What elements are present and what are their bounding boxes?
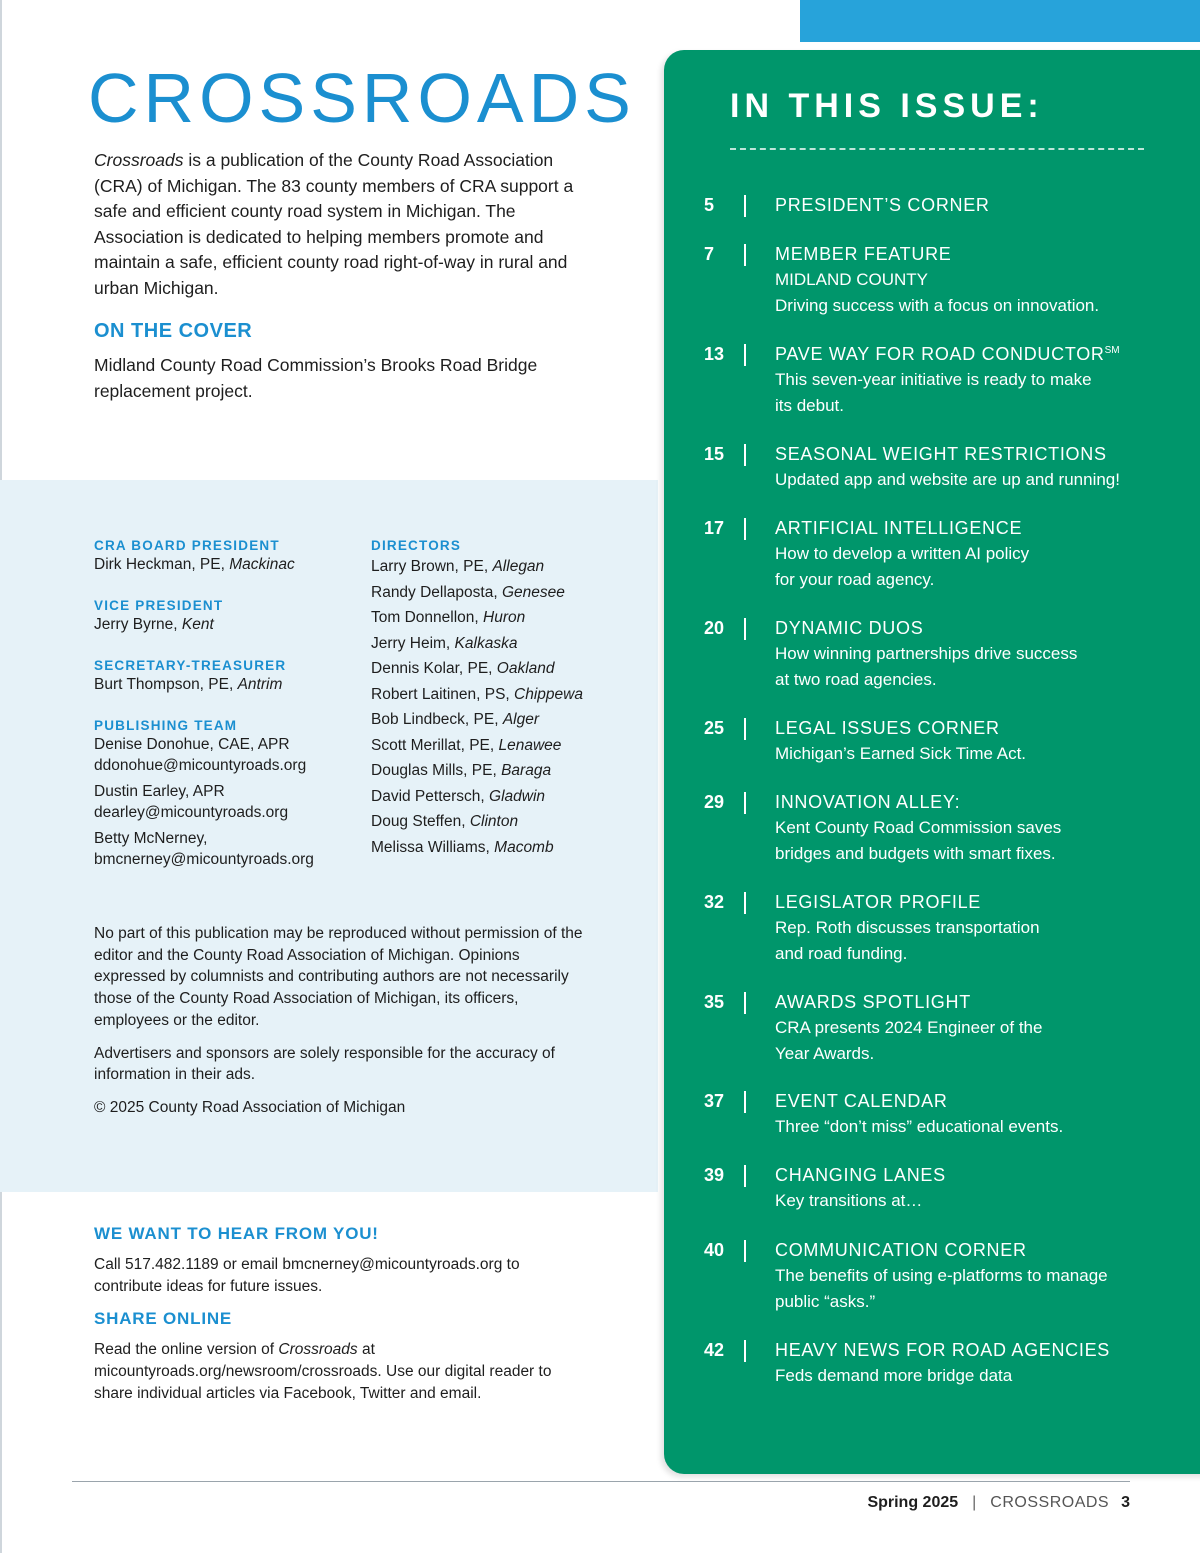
- toc-title: [775, 716, 1155, 741]
- toc-page-number: 15: [704, 444, 725, 464]
- toc-title-text: AWARDS SPOTLIGHT: [775, 992, 971, 1012]
- secretary-treasurer-label: SECRETARY-TREASURER: [94, 658, 287, 673]
- share-online-text: Read the online version of Crossroads at micountyroads.org/newsroom/crossroads. Use our digital reader to share individual articles via Facebook, Twitter and email.: [94, 1341, 552, 1402]
- footer-separator: |: [972, 1494, 977, 1511]
- intro-paragraph: [94, 148, 604, 301]
- toc-title: [775, 990, 1155, 1015]
- director-item: [371, 682, 661, 708]
- director-name: Dennis Kolar, PE,: [371, 660, 497, 677]
- toc-title-text: HEAVY NEWS FOR ROAD AGENCIES: [775, 1340, 1110, 1360]
- publishing-member-email[interactable]: dearley@micountyroads.org: [94, 804, 289, 821]
- toc-divider: [744, 892, 746, 914]
- toc-body: [775, 1163, 1155, 1214]
- directors-column: [371, 538, 661, 860]
- publishing-member-name: Denise Donohue, CAE, APR: [94, 736, 290, 753]
- footer-page-number: 3: [1121, 1494, 1130, 1511]
- director-name: David Pettersch,: [371, 787, 490, 805]
- toc-description: How winning partnerships drive success at two road agencies.: [775, 644, 1078, 689]
- page-footer: [867, 1493, 1130, 1513]
- director-name: Randy Dellaposta,: [371, 583, 502, 601]
- toc-body: [775, 890, 1155, 966]
- intro-pub-name: Crossroads: [94, 150, 184, 170]
- toc-title-text: MEMBER FEATURE: [775, 244, 952, 264]
- toc-page-number: 17: [704, 518, 725, 538]
- toc-description: Kent County Road Commission saves bridges and budgets with smart fixes.: [775, 818, 1062, 863]
- toc-title-text: INNOVATION ALLEY:: [775, 792, 961, 812]
- director-county: Huron: [483, 609, 526, 626]
- director-name: Larry Brown, PE,: [371, 558, 493, 575]
- toc-title-text: SEASONAL WEIGHT RESTRICTIONS: [775, 444, 1107, 464]
- board-column: [94, 538, 354, 870]
- toc-description: Michigan’s Earned Sick Time Act.: [775, 744, 1027, 763]
- toc-title: [775, 516, 1155, 541]
- director-county: Genesee: [501, 583, 565, 601]
- toc-description: How to develop a written AI policy for your road agency.: [775, 544, 1030, 589]
- toc-body: [775, 616, 1155, 692]
- toc-page-number: 13: [704, 344, 725, 364]
- director-name: Scott Merillat, PE,: [371, 736, 499, 754]
- director-name: Robert Laitinen, PS,: [371, 685, 515, 703]
- toc-description: The benefits of using e-platforms to manage public “asks.”: [775, 1266, 1108, 1311]
- director-county: Gladwin: [489, 787, 546, 805]
- director-county: Oakland: [496, 660, 555, 677]
- toc-description: MIDLAND COUNTY Driving success with a focus on innovation.: [775, 270, 1100, 315]
- top-accent-bar: [800, 0, 1200, 42]
- director-name: Doug Steffen,: [371, 813, 470, 830]
- toc-title: [775, 1163, 1155, 1188]
- publishing-team-label: PUBLISHING TEAM: [94, 718, 238, 733]
- director-name: Tom Donnellon,: [371, 609, 484, 626]
- toc-divider: [744, 1240, 746, 1262]
- toc-body: [775, 1238, 1155, 1314]
- share-online-heading: SHARE ONLINE: [94, 1309, 233, 1328]
- director-name: Melissa Williams,: [371, 838, 495, 856]
- toc-page-number: 29: [704, 792, 725, 812]
- toc-description: Rep. Roth discusses transportation and road funding.: [775, 918, 1040, 963]
- legal-notice: [94, 923, 584, 1130]
- toc-title-text: EVENT CALENDAR: [775, 1091, 948, 1111]
- vice-president-label: VICE PRESIDENT: [94, 598, 224, 613]
- director-item: [371, 554, 661, 580]
- director-item: [371, 580, 661, 606]
- toc-title: [775, 342, 1155, 367]
- toc-page-number: 25: [704, 718, 725, 738]
- toc-page-number: 35: [704, 992, 725, 1012]
- toc-page-number: 7: [704, 244, 715, 264]
- toc-title-text: LEGAL ISSUES CORNER: [775, 718, 1000, 738]
- toc-divider: [744, 1091, 746, 1113]
- director-item: [371, 835, 661, 861]
- toc-description: Key transitions at…: [775, 1191, 923, 1210]
- toc-description: Feds demand more bridge data: [775, 1366, 1013, 1385]
- toc-title: [775, 193, 1155, 218]
- toc-title-text: DYNAMIC DUOS: [775, 618, 924, 638]
- toc-page-number: 20: [704, 618, 725, 638]
- toc-title: [775, 790, 1155, 815]
- toc-description: This seven-year initiative is ready to make its debut.: [775, 370, 1092, 415]
- legal-paragraph: Advertisers and sponsors are solely responsible for the accuracy of information in their ads.: [94, 1044, 555, 1084]
- directors-list: [371, 554, 661, 860]
- director-name: Bob Lindbeck, PE,: [371, 711, 503, 728]
- director-county: Alger: [502, 711, 540, 728]
- toc-divider: [744, 792, 746, 814]
- director-county: Allegan: [492, 558, 545, 575]
- toc-divider: [744, 618, 746, 640]
- toc-page-number: 40: [704, 1240, 725, 1260]
- cover-heading: ON THE COVER: [94, 320, 253, 342]
- director-item: [371, 605, 661, 631]
- toc-title: [775, 1238, 1155, 1263]
- toc-title-text: PAVE WAY FOR ROAD CONDUCTOR: [775, 344, 1105, 364]
- intro-text: is a publication of the County Road Association (CRA) of Michigan. The 83 county members of CRA support a safe and efficient county road system in Michigan. The Association is dedicated to helping members promote and maintain a safe, efficient county road right-of-way in rural and urban Michigan.: [94, 150, 574, 298]
- toc-description: Three “don’t miss” educational events.: [775, 1117, 1064, 1136]
- toc-divider: [744, 244, 746, 266]
- toc-divider: [744, 444, 746, 466]
- toc-divider: [744, 1165, 746, 1187]
- legal-paragraph: No part of this publication may be reproduced without permission of the editor and the County Road Association of Michigan. Opinions expressed by columnists and contributing authors are not necessarily those of the County Road Association of Michigan, its officers, employees or the editor.: [94, 925, 583, 1029]
- director-county: Chippewa: [514, 685, 583, 703]
- toc-divider: [744, 518, 746, 540]
- dashed-divider: [730, 148, 1144, 150]
- director-county: Kalkaska: [454, 634, 518, 652]
- director-item: [371, 784, 661, 810]
- toc-body: [775, 1338, 1155, 1389]
- publishing-member-email[interactable]: bmcnerney@micountyroads.org: [94, 851, 314, 868]
- publishing-member-name: Dustin Earley, APR: [94, 783, 225, 800]
- director-item: [371, 707, 661, 733]
- cover-text: Midland County Road Commission’s Brooks Road Bridge replacement project.: [94, 355, 538, 401]
- in-this-issue-heading: IN THIS ISSUE:: [730, 87, 1044, 125]
- vice-president-name: Jerry Byrne, Kent: [94, 616, 214, 633]
- director-item: [371, 656, 661, 682]
- toc-page-number: 32: [704, 892, 725, 912]
- toc-body: [775, 1089, 1155, 1140]
- toc-body: [775, 193, 1155, 218]
- hear-from-you-text: Call 517.482.1189 or email bmcnerney@micountyroads.org to contribute ideas for future issues.: [94, 1256, 520, 1295]
- president-label: CRA BOARD PRESIDENT: [94, 538, 280, 553]
- toc-divider: [744, 344, 746, 366]
- director-county: Baraga: [501, 762, 552, 779]
- hear-from-you-heading: WE WANT TO HEAR FROM YOU!: [94, 1224, 379, 1243]
- copyright-line: © 2025 County Road Association of Michigan: [94, 1098, 406, 1116]
- toc-title-text: ARTIFICIAL INTELLIGENCE: [775, 518, 1023, 538]
- toc-title-text: LEGISLATOR PROFILE: [775, 892, 981, 912]
- toc-body: [775, 242, 1155, 318]
- toc-divider: [744, 195, 746, 217]
- footer-season: Spring 2025: [867, 1494, 959, 1511]
- toc-page-number: 39: [704, 1165, 725, 1185]
- toc-title-text: PRESIDENT’S CORNER: [775, 195, 990, 215]
- toc-title: [775, 442, 1155, 467]
- directors-label: DIRECTORS: [371, 538, 462, 553]
- toc-title-text: COMMUNICATION CORNER: [775, 1240, 1027, 1260]
- toc-body: [775, 442, 1155, 493]
- director-name: Jerry Heim,: [371, 634, 455, 652]
- toc-description: Updated app and website are up and running!: [775, 470, 1120, 489]
- publishing-member-email[interactable]: ddonohue@micountyroads.org: [94, 757, 307, 774]
- director-item: [371, 733, 661, 759]
- toc-page-number: 5: [704, 195, 715, 215]
- secretary-treasurer-name: Burt Thompson, PE, Antrim: [94, 676, 283, 693]
- director-item: [371, 758, 661, 784]
- toc-body: [775, 790, 1155, 866]
- director-item: [371, 631, 661, 657]
- toc-page-number: 42: [704, 1340, 725, 1360]
- masthead-title: CROSSROADS: [88, 59, 636, 137]
- footer-magazine-name: CROSSROADS: [990, 1494, 1110, 1511]
- toc-title: [775, 1089, 1155, 1114]
- publishing-member-name: Betty McNerney,: [94, 830, 208, 847]
- director-county: Macomb: [494, 838, 554, 856]
- toc-body: [775, 342, 1155, 418]
- footer-rule: [72, 1481, 1130, 1482]
- toc-body: [775, 990, 1155, 1066]
- toc-title: [775, 616, 1155, 641]
- director-name: Douglas Mills, PE,: [371, 762, 502, 779]
- director-county: Clinton: [469, 813, 519, 830]
- toc-title-text: CHANGING LANES: [775, 1165, 946, 1185]
- director-county: Lenawee: [498, 736, 562, 754]
- toc-title: [775, 1338, 1155, 1363]
- toc-body: [775, 516, 1155, 592]
- president-name: Dirk Heckman, PE, Mackinac: [94, 556, 295, 573]
- toc-divider: [744, 992, 746, 1014]
- toc-divider: [744, 718, 746, 740]
- director-item: [371, 809, 661, 835]
- toc-title: [775, 242, 1155, 267]
- toc-body: [775, 716, 1155, 767]
- toc-page-number: 37: [704, 1091, 725, 1111]
- toc-title: [775, 890, 1155, 915]
- service-mark: SM: [1104, 345, 1120, 356]
- toc-description: CRA presents 2024 Engineer of the Year Awards.: [775, 1018, 1043, 1063]
- toc-divider: [744, 1340, 746, 1362]
